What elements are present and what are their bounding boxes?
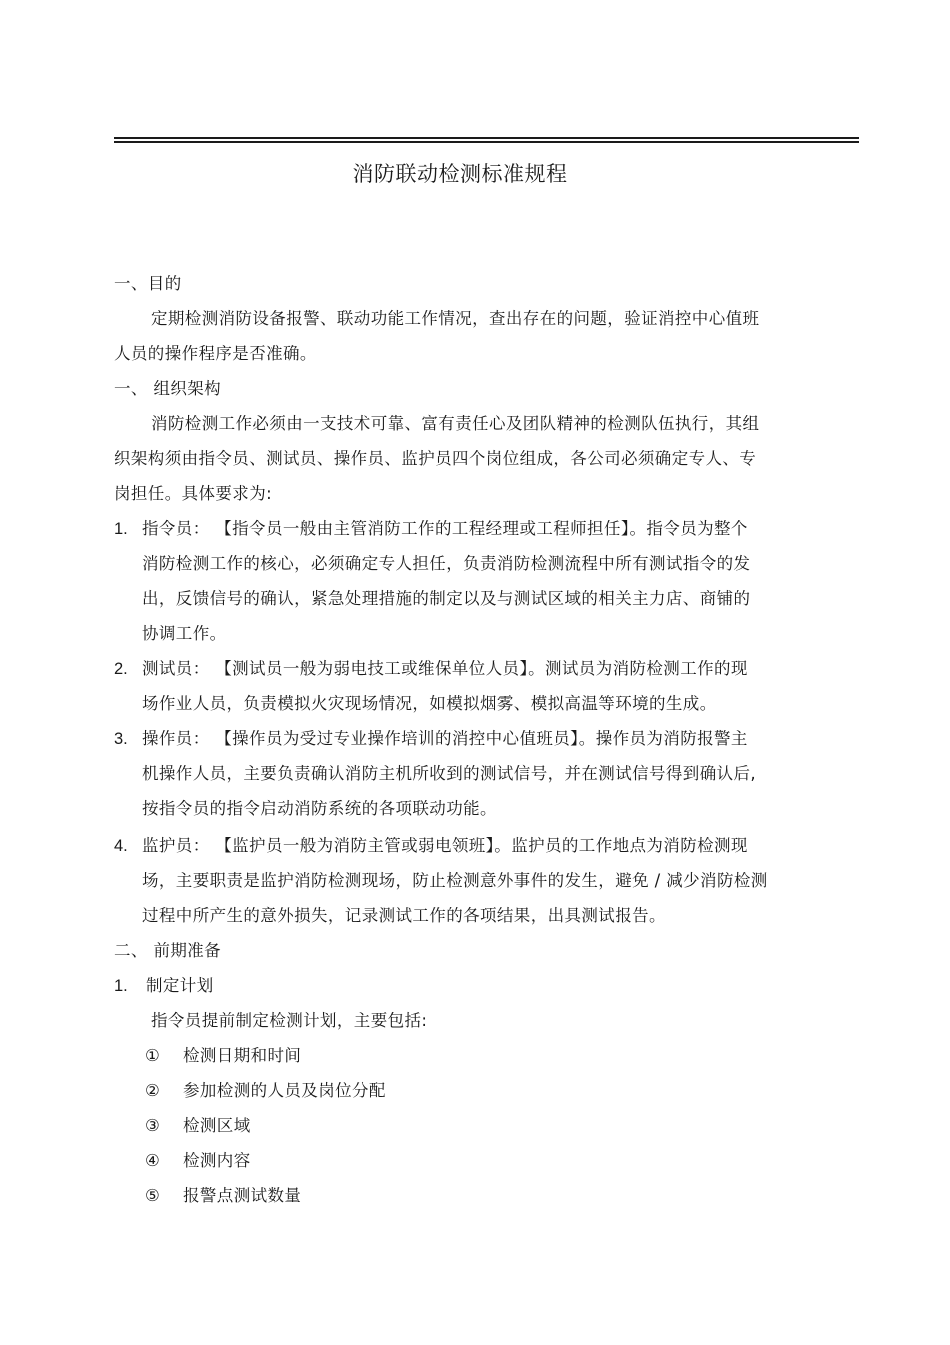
section-heading-org: 一、 组织架构 — [114, 379, 222, 398]
header-rule-top — [114, 137, 859, 139]
circled-number: ③ — [145, 1116, 160, 1135]
paragraph-line: 指令员提前制定检测计划，主要包括: — [151, 1011, 428, 1030]
list-number: 2. — [114, 660, 128, 678]
paragraph-line: 织架构须由指令员、测试员、操作员、监护员四个岗位组成，各公司必须确定专人、专 — [114, 449, 757, 468]
circled-number: ⑤ — [145, 1186, 160, 1205]
circled-number: ② — [145, 1081, 160, 1100]
role-line: 出，反馈信号的确认，紧急处理措施的制定以及与测试区域的相关主力店、商铺的 — [142, 589, 751, 608]
role-line: 消防检测工作的核心，必须确定专人担任，负责消防检测流程中所有测试指令的发 — [142, 554, 751, 573]
section-heading-purpose: 一、目的 — [114, 274, 182, 293]
paragraph-line: 定期检测消防设备报警、联动功能工作情况，查出存在的问题，验证消控中心值班 — [151, 309, 760, 328]
paragraph-line: 消防检测工作必须由一支技术可靠、富有责任心及团队精神的检测队伍执行，其组 — [151, 414, 760, 433]
role-line: 按指令员的指令启动消防系统的各项联动功能。 — [142, 799, 497, 818]
role-line: 指令员： 【指令员一般由主管消防工作的工程经理或工程师担任】。指令员为整个 — [142, 519, 748, 538]
header-rule-bottom — [114, 141, 859, 143]
plan-item: 检测区域 — [183, 1116, 251, 1135]
list-number: 4. — [114, 837, 128, 855]
document-title: 消防联动检测标准规程 — [352, 162, 568, 186]
plan-item: 参加检测的人员及岗位分配 — [183, 1081, 386, 1100]
role-line: 测试员： 【测试员一般为弱电技工或维保单位人员】。测试员为消防检测工作的现 — [142, 659, 748, 678]
role-line: 场，主要职责是监护消防检测现场，防止检测意外事件的发生，避免 / 减少消防检测 — [142, 871, 768, 890]
list-number: 1. — [114, 520, 128, 538]
plan-item: 检测日期和时间 — [183, 1046, 302, 1065]
role-line: 场作业人员，负责模拟火灾现场情况，如模拟烟雾、模拟高温等环境的生成。 — [142, 694, 717, 713]
section-heading-prep: 二、 前期准备 — [114, 941, 222, 960]
role-line: 监护员： 【监护员一般为消防主管或弱电领班】。监护员的工作地点为消防检测现 — [142, 836, 748, 855]
circled-number: ① — [145, 1046, 160, 1065]
plan-item: 检测内容 — [183, 1151, 251, 1170]
paragraph-line: 岗担任。具体要求为: — [114, 484, 273, 503]
plan-item: 报警点测试数量 — [183, 1186, 302, 1205]
list-number: 1. — [114, 977, 128, 995]
circled-number: ④ — [145, 1151, 160, 1170]
role-line: 过程中所产生的意外损失，记录测试工作的各项结果，出具测试报告。 — [142, 906, 666, 925]
role-line: 操作员： 【操作员为受过专业操作培训的消控中心值班员】。操作员为消防报警主 — [142, 729, 748, 748]
paragraph-line: 人员的操作程序是否准确。 — [114, 344, 317, 363]
role-line: 协调工作。 — [142, 624, 227, 643]
list-number: 3. — [114, 730, 128, 748]
subheading-plan: 制定计划 — [146, 976, 214, 995]
role-line: 机操作人员，主要负责确认消防主机所收到的测试信号，并在测试信号得到确认后, — [142, 764, 757, 783]
